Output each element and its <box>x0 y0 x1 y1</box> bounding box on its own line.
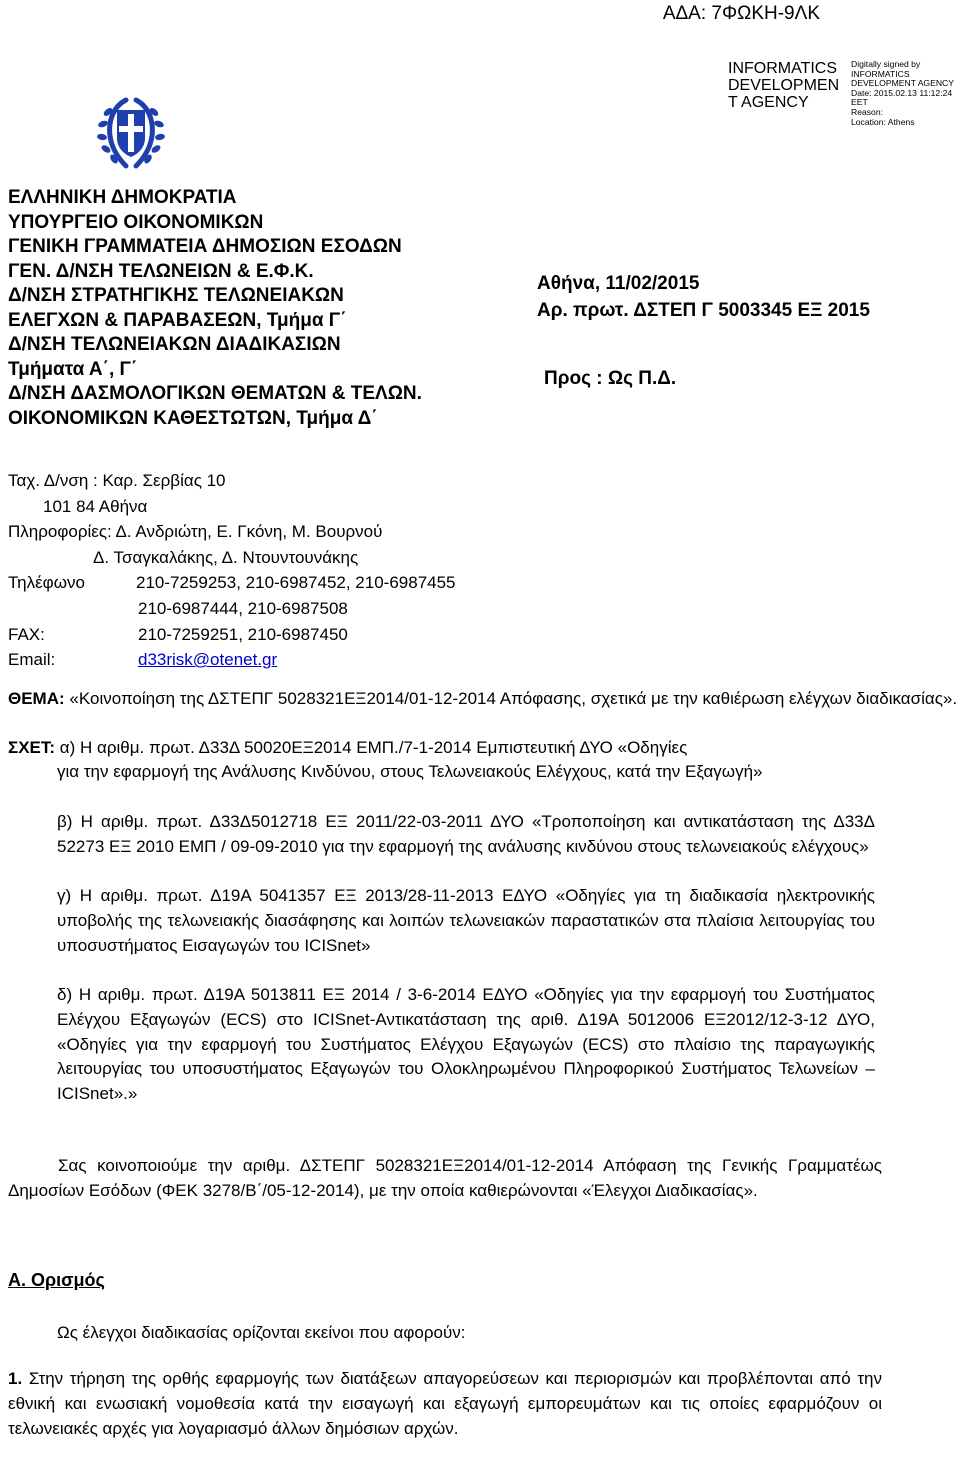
signature-detail-line: INFORMATICS <box>851 68 910 79</box>
info-cont: Δ. Τσαγκαλάκης, Δ. Ντουντουνάκης <box>93 547 359 567</box>
info-cont-row <box>8 545 568 571</box>
phone-row <box>8 570 568 596</box>
signature-detail-line: Date: 2015.02.13 11:12:24 <box>851 87 953 98</box>
signature-detail-line: Digitally signed by <box>851 59 921 69</box>
body-paragraph: Σας κοινοποιούμε την αριθμ. ΔΣΤΕΠΓ 5028321ΕΞ2014/01-12-2014 Απόφαση της Γενικής Γραμματέως Δημοσίων Εσόδων (ΦΕΚ 3278/Β΄/05-12-2014), με την οποία καθιερώνονται «Έλεγχοι Διαδικασίας». <box>8 1156 882 1200</box>
address-label: Ταχ. Δ/νση : Καρ. Σερβίας 10 <box>8 471 226 490</box>
list-item <box>8 1367 882 1441</box>
reference-a-first-line: α) Η αριθμ. πρωτ. Δ33Δ 50020ΕΞ2014 ΕΜΠ./7-1-2014 Εμπιστευτική ΔΥΟ «Οδηγίες <box>59 738 688 757</box>
fax-label: FAX: <box>8 624 45 644</box>
signature-organization <box>728 60 839 111</box>
address-city-row <box>8 494 568 520</box>
signature-detail-line: Reason: <box>851 106 884 117</box>
authority-line: Δ/ΝΣΗ ΔΑΣΜΟΛΟΓΙΚΩΝ ΘΕΜΑΤΩΝ & ΤΕΛΩΝ. <box>8 383 422 404</box>
list-item-text: Στην τήρηση της ορθής εφαρμογής των διατάξεων απαγορεύσεων και περιορισμών και προβλέπονται από την εθνική και ενωσιακή νομοθεσία κατά την εισαγωγή και εξαγωγή εμπορευμάτων και τις οποίες εφαρμόζουν οι τελωνειακές αρχές για λογαριασμό άλλων δημόσιων αρχών. <box>8 1369 882 1438</box>
email-link[interactable]: d33risk@otenet.gr <box>138 650 278 670</box>
address-city: 101 84 Αθήνα <box>43 496 148 516</box>
references-label: ΣΧΕΤ: <box>8 738 56 757</box>
phone-label: Τηλέφωνο <box>8 573 85 593</box>
info-row <box>8 519 568 545</box>
phone-numbers-2: 210-6987444, 210-6987508 <box>138 598 348 618</box>
reference-a-continuation: για την εφαρμογή της Ανάλυσης Κινδύνου, στους Τελωνειακούς Ελέγχους, κατά την Εξαγωγή» <box>57 762 763 781</box>
recipient: Προς : Ως Π.Δ. <box>544 368 677 389</box>
section-title: Α. Ορισμός <box>8 1270 105 1290</box>
protocol-number: Αρ. πρωτ. ΔΣΤΕΠ Γ 5003345 ΕΞ 2015 <box>537 300 870 321</box>
authority-line: ΥΠΟΥΡΓΕΙΟ ΟΙΚΟΝΟΜΙΚΩΝ <box>8 211 264 233</box>
authority-line: Δ/ΝΣΗ ΣΤΡΑΤΗΓΙΚΗΣ ΤΕΛΩΝΕΙΑΚΩΝ <box>8 285 344 306</box>
subject <box>8 687 958 712</box>
email-row <box>8 647 568 673</box>
phone-row-2 <box>8 596 568 622</box>
date-protocol-block <box>537 270 870 324</box>
signature-org-line: T AGENCY <box>728 94 809 111</box>
section-intro: Ως έλεγχοι διαδικασίας ορίζονται εκείνοι που αφορούν: <box>57 1323 466 1342</box>
subject-label: ΘΕΜΑ: <box>8 689 65 708</box>
authority-line: ΕΛΛΗΝΙΚΗ ΔΗΜΟΚΡΑΤΙΑ <box>8 187 237 208</box>
signature-details <box>851 60 954 127</box>
ada-code: ΑΔΑ: 7ΦΩΚΗ-9ΛΚ <box>662 3 820 24</box>
issuing-authority <box>8 186 422 431</box>
info-label: Πληροφορίες: Δ. Ανδριώτη, Ε. Γκόνη, Μ. Βουρνού <box>8 522 383 542</box>
signature-detail-line: DEVELOPMENT AGENCY <box>851 78 954 89</box>
reference-c: γ) Η αριθμ. πρωτ. Δ19Α 5041357 ΕΞ 2013/28-11-2013 ΕΔΥΟ «Οδηγίες για τη διαδικασία ηλεκτρονικής υποβολής της τελωνειακής διασάφησης και λοιπών τελωνειακών παραστατικών στα πλαίσια λειτουργίας του υποσυστήματος Εισαγωγών του ICISnet» <box>57 886 875 955</box>
authority-line: Τμήματα Α΄, Γ΄ <box>8 358 138 380</box>
signature-org-line: INFORMATICS <box>728 60 838 77</box>
authority-line: ΕΛΕΓΧΩΝ & ΠΑΡΑΒΑΣΕΩΝ, Τμήμα Γ΄ <box>8 309 347 331</box>
authority-line: ΓΕΝ. Δ/ΝΣΗ ΤΕΛΩΝΕΙΩΝ & Ε.Φ.Κ. <box>8 260 314 282</box>
subject-text: «Κοινοποίηση της ΔΣΤΕΠΓ 5028321ΕΞ2014/01-12-2014 Απόφασης, σχετικά με την καθιέρωση ελέγχων διαδικασίας». <box>69 689 958 708</box>
authority-line: ΟΙΚΟΝΟΜΙΚΩΝ ΚΑΘΕΣΤΩΤΩΝ, Τμήμα Δ΄ <box>8 407 378 429</box>
signature-detail-line: Location: Athens <box>851 116 915 127</box>
contact-details <box>8 468 568 668</box>
address-row <box>8 468 568 494</box>
email-label: Email: <box>8 650 56 670</box>
signature-org-line: DEVELOPMEN <box>728 77 840 94</box>
references-heading <box>8 736 958 761</box>
authority-line: ΓΕΝΙΚΗ ΓΡΑΜΜΑΤΕΙΑ ΔΗΜΟΣΙΩΝ ΕΣΟΔΩΝ <box>8 236 402 257</box>
greek-coat-of-arms-emblem <box>86 92 176 172</box>
list-item-number: 1. <box>8 1369 23 1388</box>
fax-row <box>8 622 568 648</box>
reference-d: δ) Η αριθμ. πρωτ. Δ19Α 5013811 ΕΞ 2014 / 3-6-2014 ΕΔΥΟ «Οδηγίες για την εφαρμογή του Συστήματος Ελέγχου Εξαγωγών (ECS) στο ICISnet-Αντικατάσταση της αριθ. Δ19Α 5012006 ΕΞ2012/12-3-12 ΔΥΟ, «Οδηγίες για την εφαρμογή του Συστήματος Ελέγχου Εξαγωγών (ECS) στο πλαίσιο της παραγωγικής λειτουργίας του υποσυστήματος Εξαγωγών του Ολοκληρωμένου Πληροφορικού Συστήματος Τελωνείων – ICISnet».» <box>57 985 875 1104</box>
phone-numbers: 210-7259253, 210-6987452, 210-6987455 <box>136 573 456 593</box>
reference-b: β) Η αριθμ. πρωτ. Δ33Δ5012718 ΕΞ 2011/22-03-2011 ΔΥΟ «Τροποποίηση και αντικατάσταση της Δ33Δ 52273 ΕΞ 2010 ΕΜΠ / 09-09-2010 για την εφαρμογή της ανάλυσης κινδύνου στους τελωνειακούς ελέγχους» <box>57 812 875 856</box>
authority-line: Δ/ΝΣΗ ΤΕΛΩΝΕΙΑΚΩΝ ΔΙΑΔΙΚΑΣΙΩΝ <box>8 334 341 355</box>
date-line: Αθήνα, 11/02/2015 <box>537 273 700 294</box>
signature-detail-line: EET <box>851 97 868 108</box>
fax-numbers: 210-7259251, 210-6987450 <box>138 624 348 644</box>
